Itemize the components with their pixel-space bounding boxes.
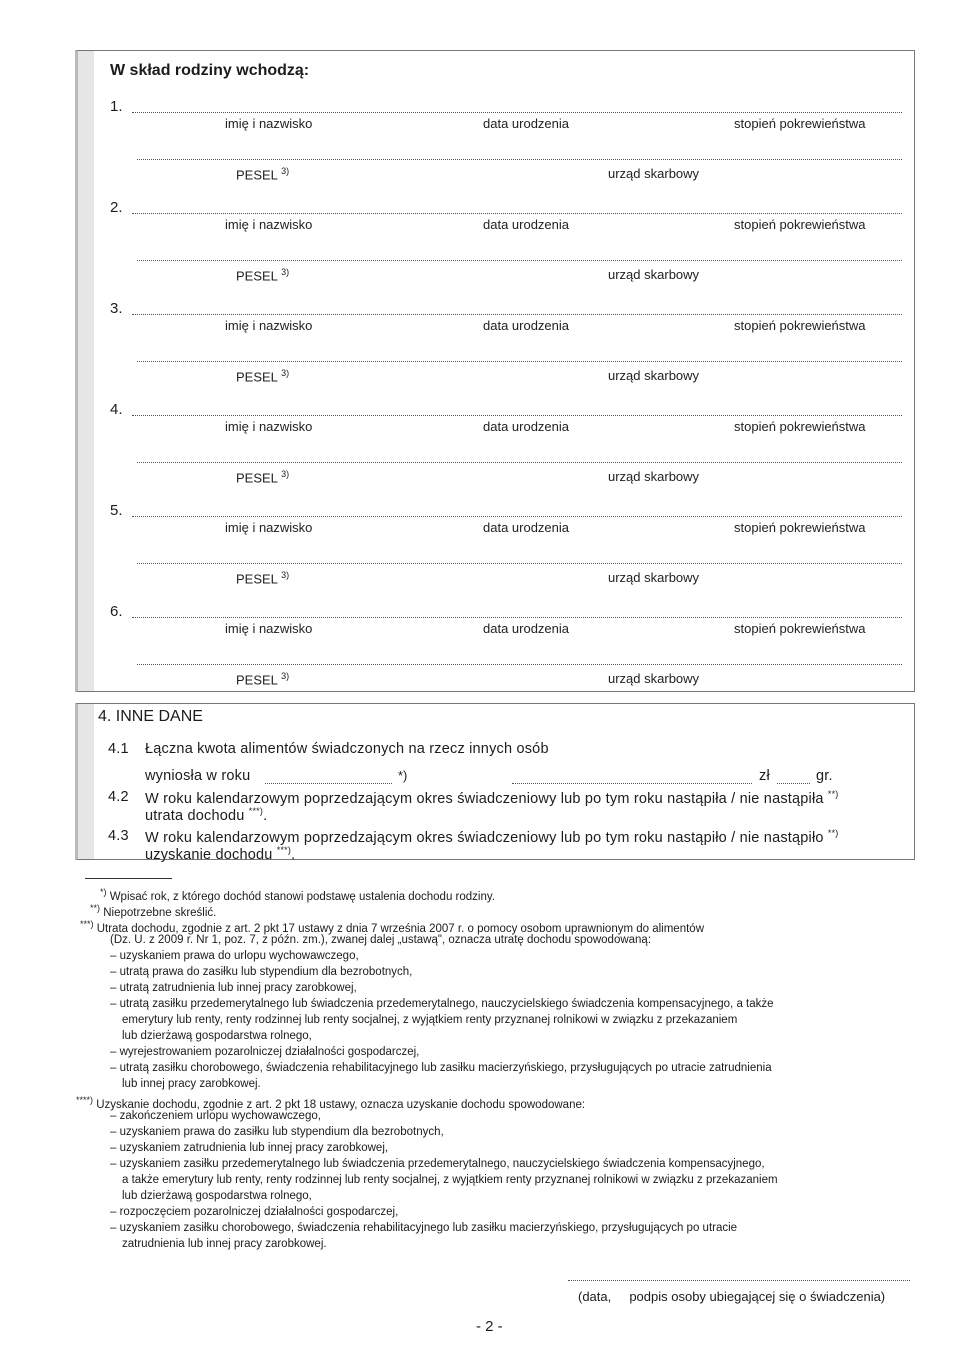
label-birth: data urodzenia — [483, 621, 570, 636]
footnote-3-item: – wyrejestrowaniem pozarolniczej działalności gospodarczej, — [110, 1046, 420, 1058]
amount-zl-field[interactable] — [512, 783, 752, 784]
member-number: 4. — [110, 401, 123, 418]
member-pesel-line[interactable] — [137, 260, 902, 261]
footnote-3-line2: (Dz. U. z 2009 r. Nr 1, poz. 7, z późn. zm.), zwanej dalej „ustawą", oznacza utratę dochodu spowodowaną: — [110, 934, 652, 946]
box-shade — [78, 704, 94, 859]
footnote-1: *) Wpisać rok, z którego dochód stanowi podstawę ustalenia dochodu rodziny. — [100, 887, 495, 903]
label-tax-office: urząd skarbowy — [608, 671, 700, 686]
footnote-3-item: – utratą prawa do zasiłku lub stypendium dla bezrobotnych, — [110, 966, 413, 978]
label-tax-office: urząd skarbowy — [608, 267, 700, 282]
footnote-4-item: – rozpoczęciem pozarolniczej działalności gospodarczej, — [110, 1206, 399, 1218]
zl-label: zł — [759, 768, 770, 784]
footnote-4: ****) Uzyskanie dochodu, zgodnie z art. 2 pkt 18 ustawy, oznacza uzyskanie dochodu spowodowane: — [76, 1095, 586, 1111]
label-name: imię i nazwisko — [225, 419, 313, 434]
label-name: imię i nazwisko — [225, 621, 313, 636]
section4-heading: 4. INNE DANE — [98, 708, 203, 725]
label-pesel: PESEL $^{3)}$ — [236, 368, 290, 385]
p42-text: W roku kalendarzowym poprzedzającym okres świadczeniowy lub po tym roku nastąpiła / nie nastąpiła **) — [145, 789, 839, 807]
member-number: 6. — [110, 603, 123, 620]
label-tax-office: urząd skarbowy — [608, 469, 700, 484]
footnote-4-item: – uzyskaniem prawa do zasiłku lub stypendium dla bezrobotnych, — [110, 1126, 444, 1138]
footnote-3-item: – uzyskaniem prawa do urlopu wychowawczego, — [110, 950, 359, 962]
member-pesel-line[interactable] — [137, 563, 902, 564]
signature-caption: (data, podpis osoby ubiegającej się o świadczenia) — [578, 1289, 886, 1304]
member-number: 5. — [110, 502, 123, 519]
label-name: imię i nazwisko — [225, 116, 313, 131]
p43-number: 4.3 — [108, 828, 129, 844]
section-title: W skład rodziny wchodzą: — [110, 62, 310, 79]
p43-text: W roku kalendarzowym poprzedzającym okres świadczeniowy lub po tym roku nastąpiło / nie nastąpiło **) — [145, 828, 839, 846]
label-name: imię i nazwisko — [225, 520, 313, 535]
label-pesel: PESEL $^{3)}$ — [236, 166, 290, 183]
footnote-4-item: – uzyskaniem zatrudnienia lub innej pracy zarobkowej, — [110, 1142, 389, 1154]
footnote-3-item: – utratą zasiłku chorobowego, świadczenia rehabilitacyjnego lub zasiłku macierzyńskiego, przysługujących po utracie zatrudnienia — [110, 1062, 772, 1074]
label-pesel: PESEL $^{3)}$ — [236, 671, 290, 688]
member-main-line[interactable] — [132, 415, 902, 416]
footnote-separator — [85, 878, 172, 879]
gr-label: gr. — [816, 768, 833, 784]
footnote-3-item: lub dzierżawą gospodarstwa rolnego, — [122, 1030, 312, 1042]
label-birth: data urodzenia — [483, 217, 570, 232]
footnote-4-item: – zakończeniem urlopu wychowawczego, — [110, 1110, 321, 1122]
member-main-line[interactable] — [132, 314, 902, 315]
footnote-4-item: lub dzierżawą gospodarstwa rolnego, — [122, 1190, 312, 1202]
member-pesel-line[interactable] — [137, 462, 902, 463]
p41-ref: *) — [398, 768, 408, 783]
year-field[interactable] — [265, 783, 392, 784]
label-birth: data urodzenia — [483, 318, 570, 333]
signature-line[interactable] — [568, 1280, 910, 1281]
label-birth: data urodzenia — [483, 520, 570, 535]
footnote-4-item: zatrudnienia lub innej pracy zarobkowej. — [122, 1238, 327, 1250]
footnote-3-item: – utratą zasiłku przedemerytalnego lub świadczenia przedemerytalnego, nauczycielskiego świadczenia kompensacyjnego, a także — [110, 998, 774, 1010]
member-main-line[interactable] — [132, 516, 902, 517]
label-tax-office: urząd skarbowy — [608, 570, 700, 585]
footnote-2: **) Niepotrzebne skreślić. — [90, 903, 217, 919]
p41-number: 4.1 — [108, 741, 129, 757]
label-name: imię i nazwisko — [225, 217, 313, 232]
member-main-line[interactable] — [132, 617, 902, 618]
p41-year-label: wyniosła w roku — [145, 768, 251, 784]
label-relation: stopień pokrewieństwa — [734, 419, 866, 434]
label-pesel: PESEL $^{3)}$ — [236, 469, 290, 486]
label-pesel: PESEL $^{3)}$ — [236, 267, 290, 284]
member-main-line[interactable] — [132, 112, 902, 113]
label-relation: stopień pokrewieństwa — [734, 621, 866, 636]
member-number: 3. — [110, 300, 123, 317]
p43-line2: uzyskanie dochodu ***). — [145, 845, 296, 863]
page-number: - 2 - — [476, 1318, 503, 1335]
label-tax-office: urząd skarbowy — [608, 368, 700, 383]
box-shade — [78, 51, 94, 691]
p41-text: Łączna kwota alimentów świadczonych na rzecz innych osób — [145, 741, 549, 757]
member-pesel-line[interactable] — [137, 361, 902, 362]
member-main-line[interactable] — [132, 213, 902, 214]
footnote-4-item: – uzyskaniem zasiłku chorobowego, świadczenia rehabilitacyjnego lub zasiłku macierzyńskiego, przysługujących po utracie — [110, 1222, 738, 1234]
label-relation: stopień pokrewieństwa — [734, 318, 866, 333]
member-pesel-line[interactable] — [137, 664, 902, 665]
footnote-4-item: a także emerytury lub renty, renty rodzinnej lub renty socjalnej, z wyjątkiem renty przyznanej rolnikowi w związku z przekazaniem — [122, 1174, 778, 1186]
family-members-box — [75, 50, 915, 692]
label-name: imię i nazwisko — [225, 318, 313, 333]
label-relation: stopień pokrewieństwa — [734, 116, 866, 131]
label-pesel: PESEL $^{3)}$ — [236, 570, 290, 587]
member-number: 1. — [110, 98, 123, 115]
member-pesel-line[interactable] — [137, 159, 902, 160]
label-birth: data urodzenia — [483, 116, 570, 131]
footnote-4-item: – uzyskaniem zasiłku przedemerytalnego lub świadczenia przedemerytalnego, nauczycielskiego świadczenia kompensacyjnego, — [110, 1158, 765, 1170]
footnote-3: ***) Utrata dochodu, zgodnie z art. 2 pkt 17 ustawy z dnia 7 września 2007 r. o pomocy osobom uprawnionym do alimentów — [80, 919, 704, 935]
label-relation: stopień pokrewieństwa — [734, 217, 866, 232]
footnote-3-item: emerytury lub renty, renty rodzinnej lub renty socjalnej, z wyjątkiem renty przyznanej rolnikowi w związku z przekazaniem — [122, 1014, 738, 1026]
label-tax-office: urząd skarbowy — [608, 166, 700, 181]
member-number: 2. — [110, 199, 123, 216]
footnote-3-item: lub innej pracy zarobkowej. — [122, 1078, 261, 1090]
label-birth: data urodzenia — [483, 419, 570, 434]
p42-line2: utrata dochodu ***). — [145, 806, 268, 824]
label-relation: stopień pokrewieństwa — [734, 520, 866, 535]
footnote-3-item: – utratą zatrudnienia lub innej pracy zarobkowej, — [110, 982, 357, 994]
p42-number: 4.2 — [108, 789, 129, 805]
amount-gr-field[interactable] — [777, 783, 810, 784]
